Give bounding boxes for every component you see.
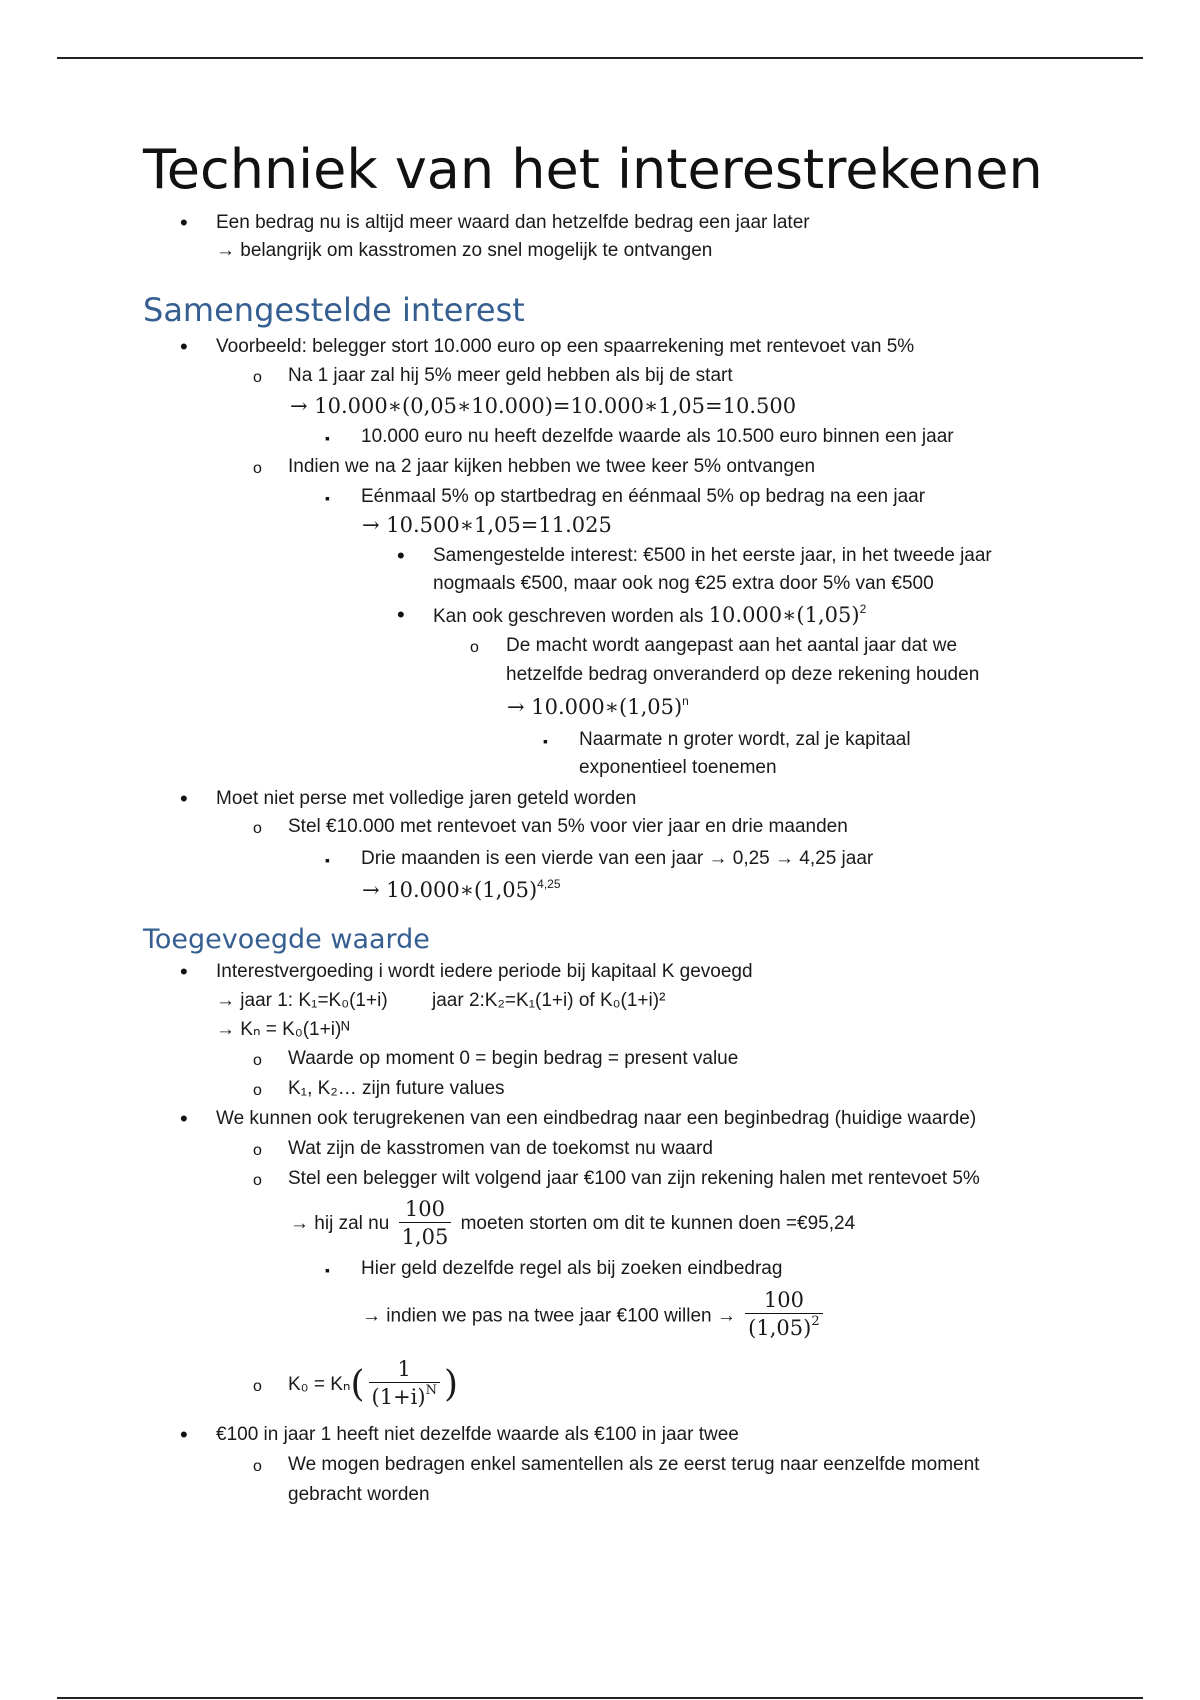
kn-line: → Kₙ = K₀(1+i)ᴺ [216, 1019, 350, 1040]
fraction-denominator-base: (1,05) [748, 1316, 812, 1340]
formula-425: → 10.000∗(1,05) [362, 878, 538, 902]
formula-year2: → 10.500∗1,05=11.025 [362, 513, 612, 537]
section-heading-samengestelde-interest: Samengestelde interest [143, 291, 525, 329]
niet-zelfde-line: €100 in jaar 1 heeft niet dezelfde waarde als €100 in jaar twee [216, 1424, 739, 1445]
square-bullet-icon [325, 1256, 330, 1283]
fraction-1-over-1plusi [369, 1356, 440, 1415]
drie-maanden-line: Drie maanden is een vierde van een jaar → 0,25 → 4,25 jaar [361, 848, 874, 869]
naarmate-line-2: exponentieel toenemen [579, 757, 777, 778]
written-formula: 10.000∗(1,05) [708, 603, 860, 627]
k0-label: K₀ = Kₙ [288, 1374, 351, 1396]
macht-line-1: De macht wordt aangepast aan het aantal jaar dat we [506, 635, 958, 656]
circle-bullet-icon [470, 633, 479, 661]
naarmate-line-1: Naarmate n groter wordt, zal je kapitaal [579, 729, 911, 750]
square-bullet-icon [325, 424, 330, 451]
stel-belegger-line: Stel een belegger wilt volgend jaar €100 van zijn rekening halen met rentevoet 5% [288, 1168, 980, 1189]
present-value-line: Waarde op moment 0 = begin bedrag = present value [288, 1048, 739, 1069]
fraction-numerator: 1 [369, 1356, 440, 1383]
footer-rule [57, 1697, 1143, 1699]
fraction-denominator [745, 1314, 822, 1346]
circle-bullet-icon [253, 814, 262, 842]
circle-bullet-icon [253, 1372, 262, 1400]
square-bullet-icon [325, 846, 330, 873]
bullet-icon [180, 1106, 188, 1133]
circle-bullet-icon [253, 1136, 262, 1164]
square-bullet-icon [543, 727, 548, 754]
fraction-numerator: 100 [745, 1287, 822, 1314]
formula-425-exponent: 4,25 [537, 877, 561, 891]
zelfde-regel-line: Hier geld dezelfde regel als bij zoeken eindbedrag [361, 1258, 783, 1279]
circle-bullet-icon [253, 1452, 262, 1480]
paren-close: ) [443, 1364, 458, 1405]
macht-line-2: hetzelfde bedrag onveranderd op deze rekening houden [506, 664, 980, 685]
compound-line-1: Samengestelde interest: €500 in het eerste jaar, in het tweede jaar [433, 545, 992, 566]
bullet-icon [180, 786, 188, 813]
equal-value-line: 10.000 euro nu heeft dezelfde waarde als 10.500 euro binnen een jaar [361, 426, 954, 447]
year2-line: Indien we na 2 jaar kijken hebben we twee keer 5% ontvangen [288, 456, 816, 477]
hij-zal-text: → hij zal nu [290, 1213, 390, 1234]
bullet-icon [180, 210, 188, 237]
fraction-denominator [369, 1383, 440, 1415]
square-bullet-icon [325, 484, 330, 511]
fraction-denominator-exponent: N [425, 1382, 437, 1398]
eenmaal-line: Eénmaal 5% op startbedrag en éénmaal 5% op bedrag na een jaar [361, 486, 926, 507]
jaar2-line: jaar 2:K₂=K₁(1+i) of K₀(1+i)² [432, 990, 666, 1011]
bullet-icon [397, 602, 405, 629]
formula-year1: → 10.000∗(0,05∗10.000)=10.000∗1,05=10.500 [290, 394, 797, 418]
paren-open: ( [350, 1364, 365, 1405]
example-line: Voorbeeld: belegger stort 10.000 euro op een spaarrekening met rentevoet van 5% [216, 336, 915, 357]
circle-bullet-icon [253, 1046, 262, 1074]
formula-425-line [362, 877, 561, 906]
fraction-numerator: 100 [399, 1196, 452, 1223]
circle-bullet-icon [253, 1076, 262, 1104]
stel-line: Stel €10.000 met rentevoet van 5% voor vier jaar en drie maanden [288, 816, 848, 837]
jaar1-line: → jaar 1: K₁=K₀(1+i) [216, 990, 388, 1011]
fraction-denominator-base: (1+i) [371, 1384, 426, 1409]
header-rule [57, 57, 1143, 59]
written-exponent: 2 [859, 602, 867, 616]
kasstromen-line: Wat zijn de kasstromen van de toekomst nu waard [288, 1138, 713, 1159]
bullet-icon [180, 334, 188, 361]
interest-line: Interestvergoeding i wordt iedere periode bij kapitaal K gevoegd [216, 961, 753, 982]
k0-formula-line [288, 1353, 458, 1417]
written-text: Kan ook geschreven worden als [433, 606, 704, 627]
page-title: Techniek van het interestrekenen [143, 138, 1043, 201]
indien-line [362, 1287, 827, 1346]
intro-bullet: Een bedrag nu is altijd meer waard dan hetzelfde bedrag een jaar later [216, 212, 810, 233]
compound-line-2: nogmaals €500, maar ook nog €25 extra door 5% van €500 [433, 573, 934, 594]
fraction-denominator-exponent: 2 [811, 1314, 820, 1329]
section-heading-toegevoegde-waarde: Toegevoegde waarde [143, 924, 430, 955]
year1-line: Na 1 jaar zal hij 5% meer geld hebben als bij de start [288, 365, 733, 386]
terugrekenen-line: We kunnen ook terugrekenen van een eindbedrag naar een beginbedrag (huidige waarde) [216, 1108, 977, 1129]
bullet-icon [397, 543, 405, 570]
bullet-icon [180, 959, 188, 986]
fraction-denominator: 1,05 [401, 1225, 449, 1250]
moeten-storten-text: moeten storten om dit te kunnen doen =€95,24 [460, 1213, 856, 1234]
future-values-line: K₁, K₂… zijn future values [288, 1078, 505, 1099]
perse-line: Moet niet perse met volledige jaren geteld worden [216, 788, 637, 809]
formula-n-line [507, 694, 689, 723]
fraction-100-over-105 [399, 1196, 452, 1251]
intro-arrow-line: → belangrijk om kasstromen zo snel mogelijk te ontvangen [216, 240, 713, 261]
circle-bullet-icon [253, 363, 262, 391]
formula-n-exponent: n [682, 694, 689, 708]
hij-zal-line [290, 1196, 855, 1252]
formula-n: → 10.000∗(1,05) [507, 695, 683, 719]
circle-bullet-icon [253, 1166, 262, 1194]
samentellen-line-2: gebracht worden [288, 1484, 430, 1505]
bullet-icon [180, 1422, 188, 1449]
written-line [433, 602, 866, 631]
circle-bullet-icon [253, 454, 262, 482]
fraction-100-over-105-squared [745, 1287, 822, 1346]
indien-text: → indien we pas na twee jaar €100 willen → [362, 1305, 736, 1327]
samentellen-line-1: We mogen bedragen enkel samentellen als ze eerst terug naar eenzelfde moment [288, 1454, 980, 1475]
